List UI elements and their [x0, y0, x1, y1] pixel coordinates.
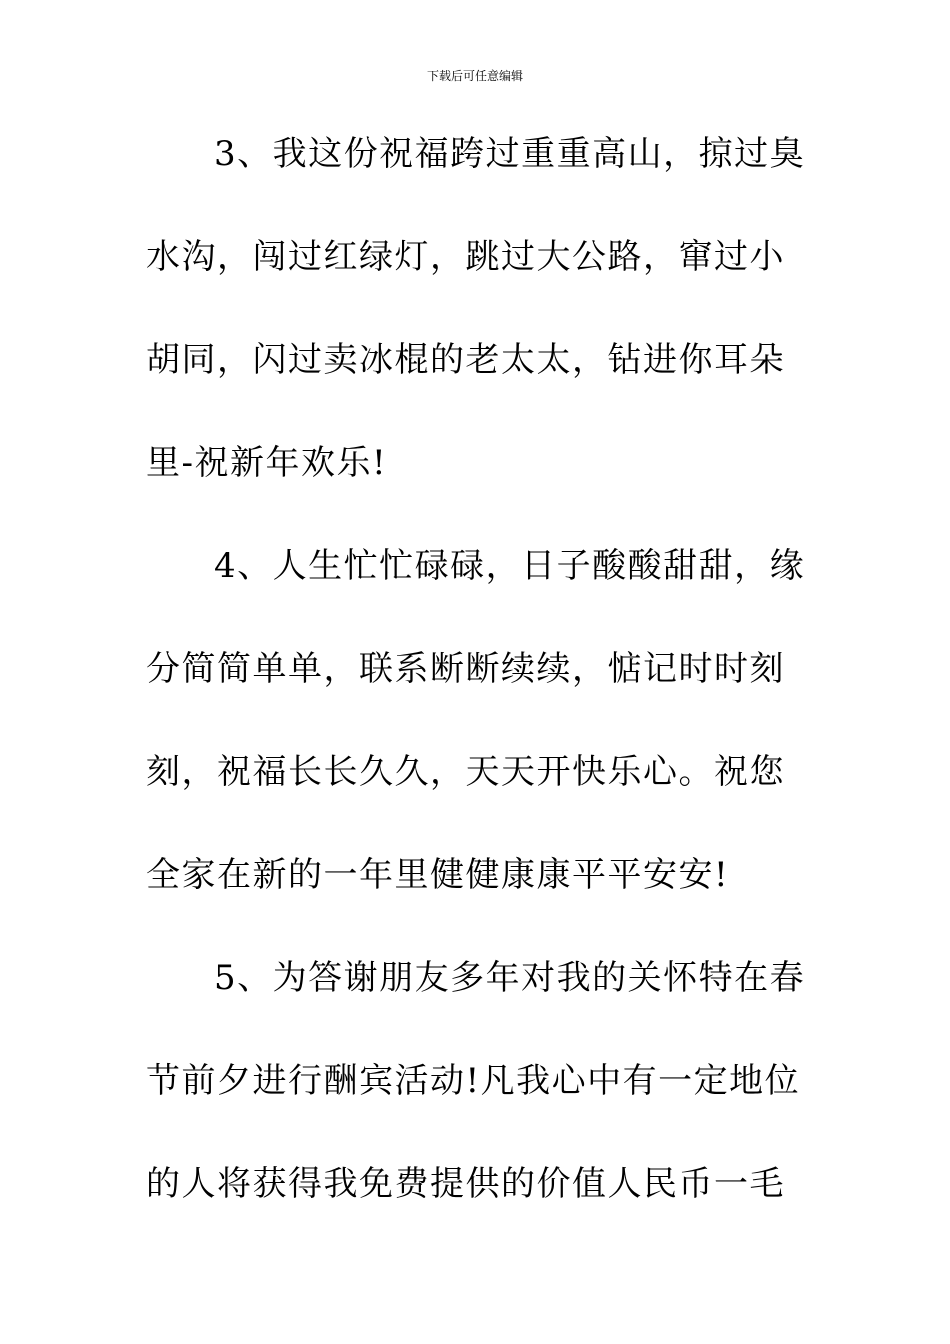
- text-line: 的人将获得我免费提供的价值人民币一毛: [146, 1164, 785, 1204]
- text-line: 5、为答谢朋友多年对我的关怀特在春: [214, 958, 806, 998]
- text-line: 节前夕进行酬宾活动!凡我心中有一定地位: [146, 1061, 801, 1101]
- text-line: 3、我这份祝福跨过重重高山，掠过臭: [214, 134, 806, 174]
- text-line: 全家在新的一年里健健康康平平安安!: [146, 855, 730, 895]
- text-line: 胡同，闪过卖冰棍的老太太，钻进你耳朵: [146, 340, 785, 380]
- paragraph-3: [146, 124, 806, 536]
- text-line: 刻，祝福长长久久，天天开快乐心。祝您: [146, 752, 785, 792]
- paragraph-4: [146, 536, 806, 948]
- paragraph-5: [146, 948, 806, 1257]
- text-line: 里-祝新年欢乐!: [146, 443, 388, 483]
- text-line: 水沟，闯过红绿灯，跳过大公路，窜过小: [146, 237, 785, 277]
- text-line: 分简简单单，联系断断续续，惦记时时刻: [146, 649, 785, 689]
- text-line: 4、人生忙忙碌碌，日子酸酸甜甜，缘: [214, 546, 806, 586]
- page-header: 下载后可任意编辑: [426, 69, 523, 83]
- document-body: [146, 124, 806, 1257]
